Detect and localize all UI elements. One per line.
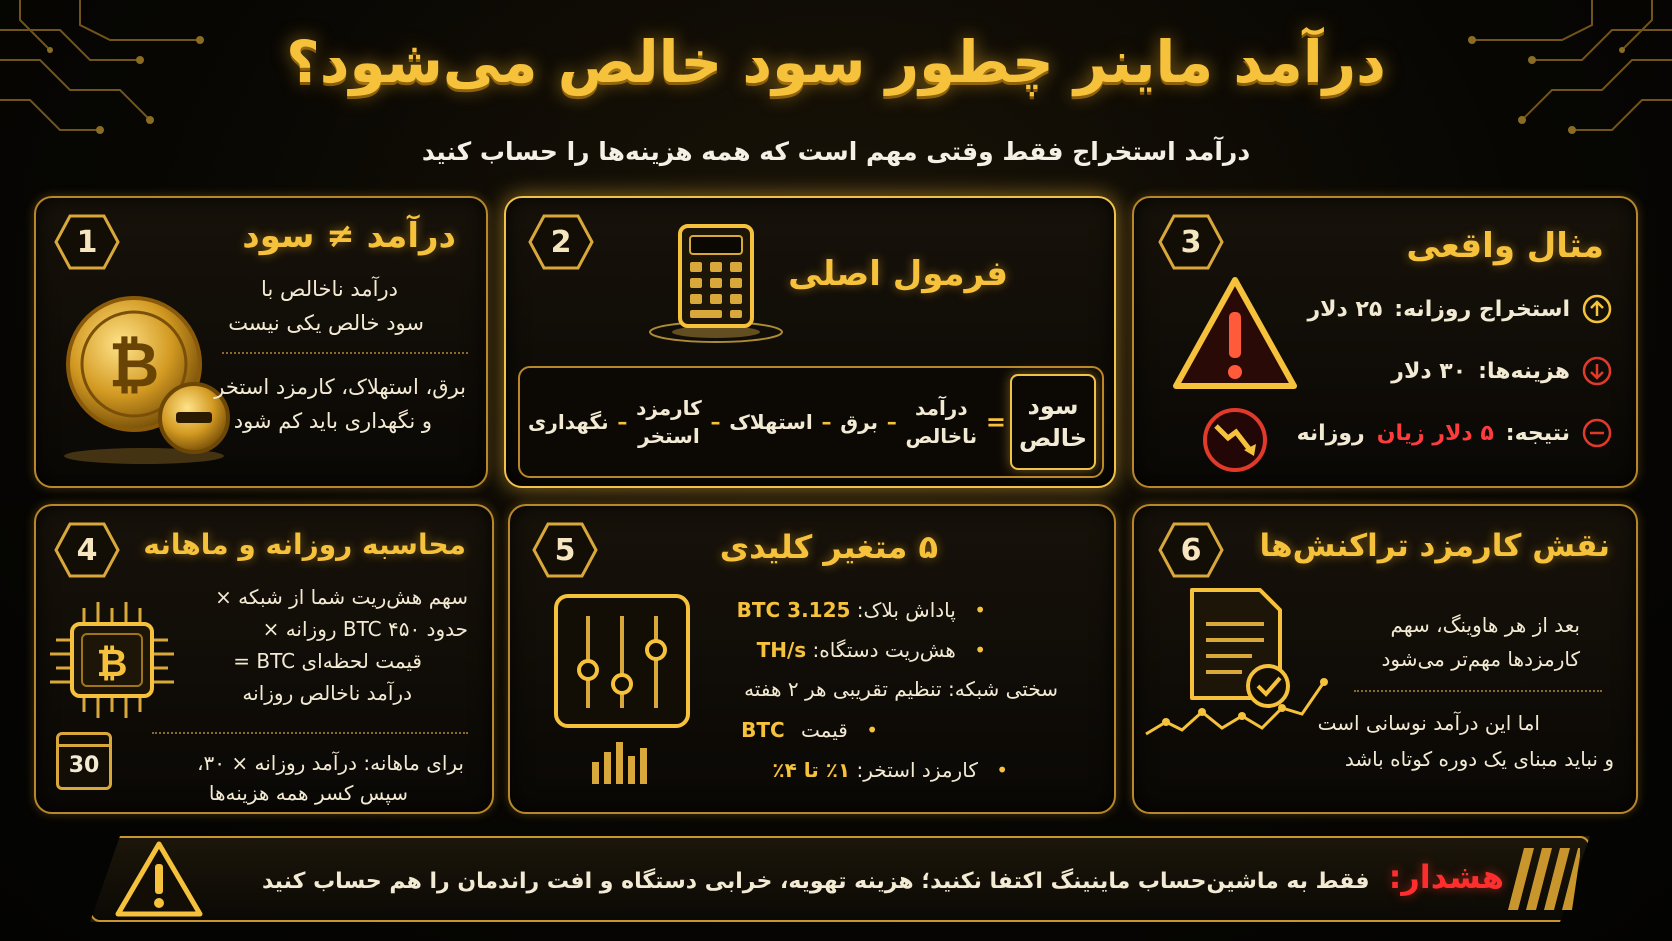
- warning-icon: [114, 840, 204, 918]
- maintenance-term: نگهداری: [528, 410, 609, 434]
- reward-label: پاداش بلاک:: [856, 598, 956, 622]
- calendar-icon: [56, 732, 112, 790]
- card-revenue-vs-profit: [34, 196, 488, 488]
- card4-line2: حدود ۴۵۰ BTC روزانه ×: [262, 617, 468, 641]
- result-label: نتیجه:: [1505, 420, 1570, 446]
- pool-label: کارمزد استخر:: [856, 758, 978, 782]
- card1-line1: درآمد ناخالص با: [261, 277, 398, 301]
- card6-line3: اما این درآمد نوسانی است: [1317, 711, 1540, 735]
- arrow-up-circle-icon: [1582, 294, 1612, 324]
- variable-block-reward: [737, 598, 986, 622]
- card-title: فرمول اصلی: [788, 254, 1008, 294]
- formula-result-line2: خالص: [1018, 424, 1088, 452]
- page-subtitle: درآمد استخراج فقط وقتی مهم است که همه هزینه‌ها را حساب کنید: [421, 137, 1251, 166]
- card4-line3: قیمت لحظه‌ای BTC =: [233, 649, 422, 673]
- bitcoin-minus-icon: [54, 286, 234, 466]
- warning-label: هشدار:: [1388, 858, 1504, 896]
- card-title: درآمد ≠ سود: [242, 216, 456, 256]
- divider: [152, 732, 468, 734]
- cost-value: ۳۰ دلار: [1391, 358, 1467, 384]
- variable-hashrate: [757, 638, 986, 662]
- divider: [222, 352, 468, 354]
- reward-value: 3.125 BTC: [736, 598, 851, 622]
- minus-circle-icon: [1582, 418, 1612, 448]
- gross-term: [905, 394, 977, 450]
- chip-bitcoin-icon: [46, 598, 176, 722]
- card-title: ۵ متغیر کلیدی: [719, 528, 938, 566]
- variable-pool-fee: [772, 758, 1008, 782]
- arrow-down-circle-icon: [1582, 356, 1612, 386]
- card-key-variables: [508, 504, 1116, 814]
- calendar-day: 30: [68, 753, 100, 778]
- card-number: 2: [550, 224, 572, 260]
- hash-value: TH/s: [756, 638, 807, 662]
- row-result: [1297, 418, 1612, 448]
- card-number: 5: [554, 532, 576, 568]
- card-title: مثال واقعی: [1406, 226, 1604, 266]
- warning-message: [214, 858, 1504, 896]
- card-number: 4: [76, 532, 98, 568]
- mining-value: ۲۵ دلار: [1307, 296, 1383, 322]
- pool-line2: استخر: [638, 424, 700, 448]
- warning-text: فقط به ماشین‌حساب ماینینگ اکتفا نکنید؛ هزینه تهویه، خرابی دستگاه و افت راندمان را هم حساب کنید: [261, 869, 1370, 894]
- result-suffix: روزانه: [1296, 420, 1365, 446]
- card-main-formula: [504, 196, 1116, 488]
- card-title: نقش کارمزد تراکنش‌ها: [1259, 528, 1610, 564]
- pool-value: ۱٪ تا ۴٪: [772, 758, 851, 782]
- gross-line2: ناخالص: [905, 424, 978, 448]
- card4-line5: برای ماهانه: درآمد روزانه × ۳۰،: [197, 751, 464, 775]
- electricity-term: برق: [840, 410, 879, 434]
- card6-line4: و نباید مبنای یک دوره کوتاه باشد: [1344, 747, 1614, 771]
- document-check-icon: [1142, 584, 1332, 754]
- card4-line4: درآمد ناخالص روزانه: [242, 681, 412, 705]
- row-costs: [1391, 356, 1612, 386]
- divider: [1354, 690, 1602, 692]
- card6-line2: کارمزدها مهم‌تر می‌شود: [1381, 647, 1580, 671]
- svg-text:₿: ₿: [108, 328, 160, 401]
- card-title: محاسبه روزانه و ماهانه: [143, 528, 466, 561]
- hash-label: هش‌ریت دستگاه:: [812, 638, 956, 662]
- card-real-example: [1132, 196, 1638, 488]
- card-number: 3: [1180, 224, 1202, 260]
- svg-text:₿: ₿: [96, 641, 128, 685]
- card6-line1: بعد از هر هاوینگ، سهم: [1390, 613, 1580, 637]
- price-label: قیمت: [801, 718, 848, 742]
- card1-line4: و نگهداری باید کم شود: [233, 409, 432, 433]
- minus-sign: –: [886, 410, 897, 434]
- mining-label: استخراج روزانه:: [1394, 296, 1570, 322]
- minus-sign: –: [617, 410, 628, 434]
- card-daily-monthly-calc: [34, 504, 494, 814]
- warning-icon: [1170, 274, 1300, 474]
- variable-difficulty: سختی شبکه: تنظیم تقریبی هر ۲ هفته: [744, 677, 1058, 701]
- equals-sign: =: [985, 408, 1006, 436]
- card-transaction-fees: [1132, 504, 1638, 814]
- calculator-icon: [646, 220, 786, 350]
- card1-line3: برق، استهلاک، کارمزد استخر: [214, 375, 466, 399]
- formula-terms: [528, 382, 1006, 462]
- card4-line1: سهم هش‌ریت شما از شبکه ×: [215, 585, 468, 609]
- formula-result-box: [1010, 374, 1096, 470]
- card1-line2: سود خالص یکی نیست: [228, 311, 424, 335]
- minus-sign: –: [821, 410, 832, 434]
- gross-line1: درآمد: [915, 396, 968, 420]
- card-number: 6: [1180, 532, 1202, 568]
- card4-line6: سپس کسر همه هزینه‌ها: [208, 781, 408, 805]
- result-value: ۵ دلار زیان: [1376, 420, 1494, 446]
- page-title: درآمد ماینر چطور سود خالص می‌شود؟: [286, 28, 1386, 96]
- stripes-decoration: [1508, 848, 1580, 910]
- depreciation-term: استهلاک: [729, 410, 813, 434]
- price-value: BTC: [741, 718, 785, 742]
- pool-fee-term: [636, 394, 702, 450]
- card-number: 1: [76, 224, 98, 260]
- row-daily-mining: [1307, 294, 1612, 324]
- cost-label: هزینه‌ها:: [1478, 358, 1570, 384]
- sliders-icon: [552, 592, 692, 792]
- variable-price: [741, 718, 878, 742]
- pool-line1: کارمزد: [636, 396, 702, 420]
- formula-result-line1: سود: [1027, 392, 1079, 420]
- minus-sign: –: [710, 410, 721, 434]
